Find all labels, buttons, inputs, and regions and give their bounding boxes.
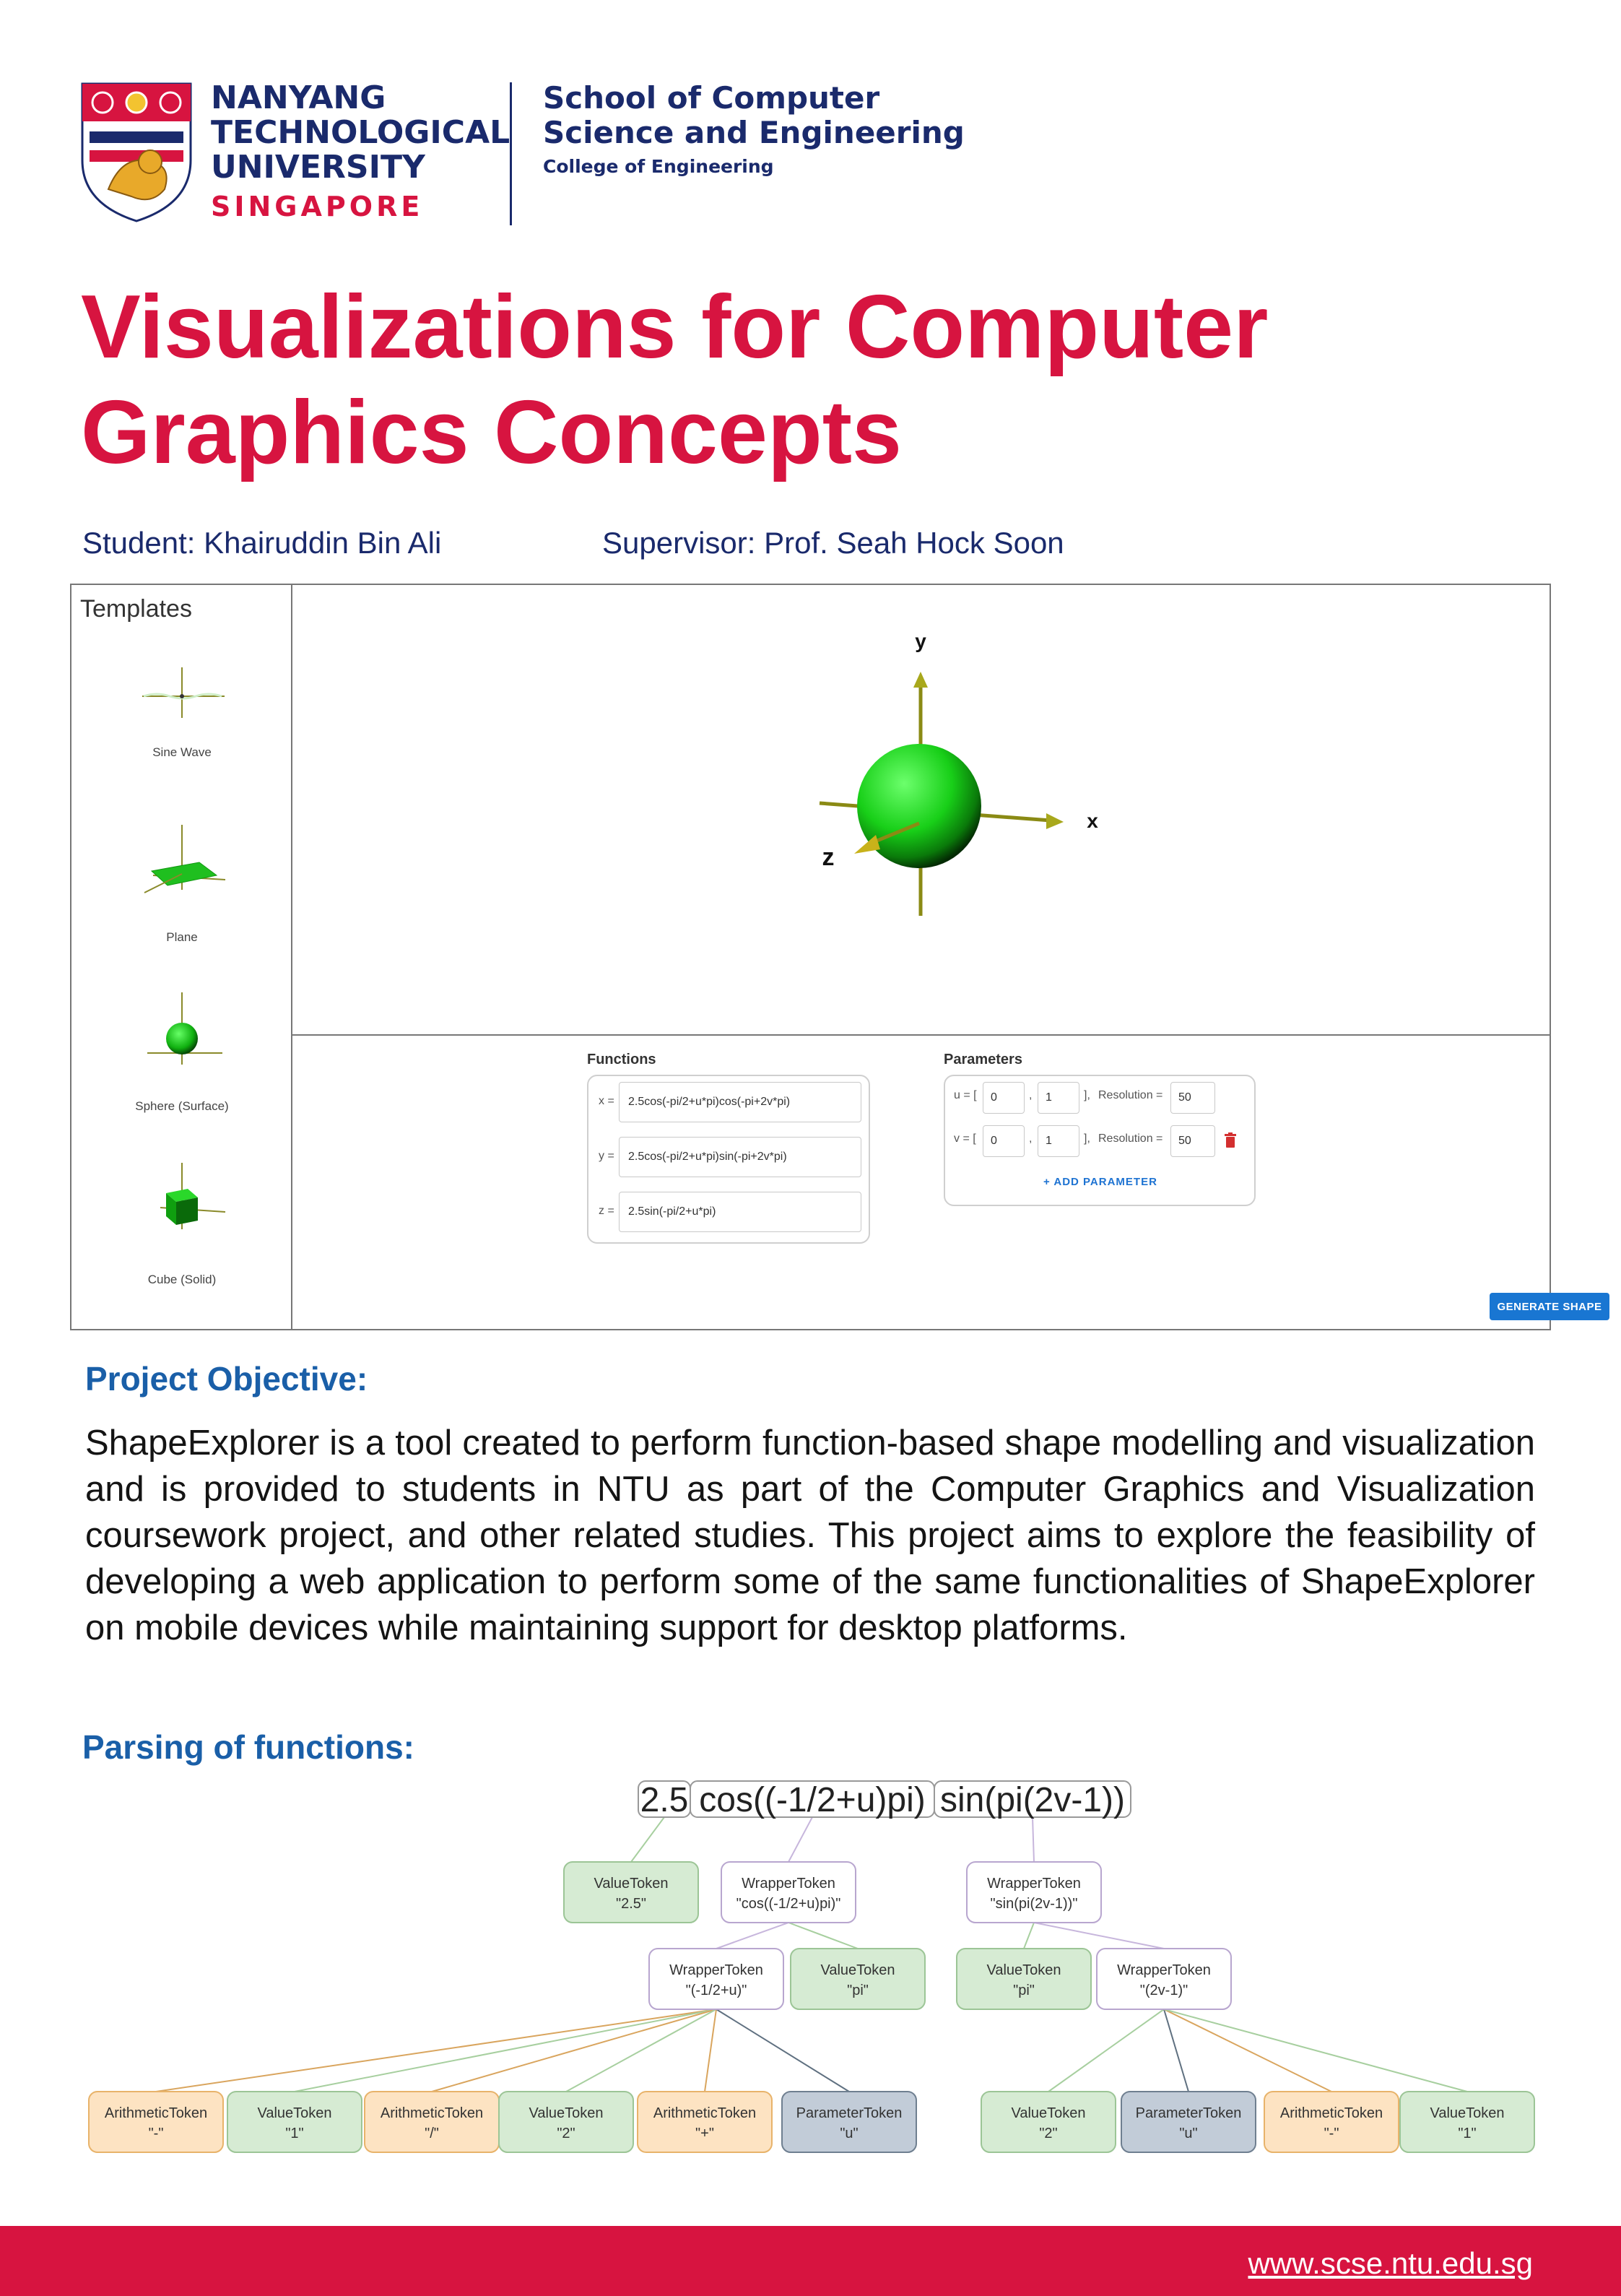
token-node xyxy=(1400,2092,1534,2152)
template-sphere[interactable] xyxy=(71,987,292,1124)
param-comma: , xyxy=(1029,1089,1033,1101)
token-node xyxy=(721,1862,856,1923)
parse-tree-diagram xyxy=(0,1762,1621,2167)
template-label: Sphere (Surface) xyxy=(135,1099,229,1113)
token-type: ArithmeticToken xyxy=(380,2105,484,2121)
parameters-title: Parameters xyxy=(944,1052,1022,1067)
template-label: Cube (Solid) xyxy=(147,1273,217,1286)
objective-heading: Project Objective: xyxy=(85,1360,368,1398)
tree-edge xyxy=(1034,1923,1164,1949)
expression-segment: cos((-1/2+u)pi) xyxy=(699,1781,926,1819)
app-screenshot xyxy=(70,584,1602,1330)
token-node xyxy=(499,2092,633,2152)
token-value: "sin(pi(2v-1))" xyxy=(990,1896,1078,1912)
tree-edge xyxy=(156,2009,716,2092)
token-node xyxy=(649,1949,783,2009)
tree-edge xyxy=(1033,1817,1034,1862)
token-value: "u" xyxy=(1179,2126,1198,2141)
token-node xyxy=(365,2092,499,2152)
university-country: SINGAPORE xyxy=(211,191,424,222)
poster-title xyxy=(81,274,1453,485)
functions-title: Functions xyxy=(587,1052,656,1067)
token-value: "u" xyxy=(840,2126,859,2141)
x-axis-label: x xyxy=(1087,810,1098,832)
token-type: ValueToken xyxy=(257,2105,332,2121)
token-type: ArithmeticToken xyxy=(104,2105,208,2121)
token-type: ArithmeticToken xyxy=(1279,2105,1383,2121)
function-x-input[interactable]: 2.5cos(-pi/2+u*pi)cos(-pi+2v*pi) xyxy=(619,1082,861,1122)
title-line-1: Visualizations for Computer xyxy=(81,277,1269,377)
expression-segment: 2.5 xyxy=(640,1781,689,1819)
sphere-render xyxy=(292,585,1550,1033)
parameters-card xyxy=(944,1075,1256,1206)
token-node xyxy=(89,2092,223,2152)
tree-edge xyxy=(566,2009,716,2092)
token-node xyxy=(791,1949,925,2009)
tree-edge xyxy=(716,2009,849,2092)
z-axis-label: z xyxy=(822,844,835,871)
token-value: "-" xyxy=(1324,2126,1339,2141)
token-value: "-" xyxy=(148,2126,164,2141)
footer-bar xyxy=(0,2226,1621,2296)
function-var-label: y = xyxy=(599,1150,614,1162)
token-value: "cos((-1/2+u)pi)" xyxy=(736,1896,841,1912)
param-close: ], xyxy=(1084,1132,1090,1145)
tree-edge xyxy=(432,2009,716,2092)
tree-edge xyxy=(1164,2009,1188,2092)
param-u-resolution-input[interactable]: 50 xyxy=(1170,1082,1215,1114)
token-type: WrapperToken xyxy=(742,1876,835,1892)
token-node xyxy=(1264,2092,1399,2152)
tree-edge xyxy=(1164,2009,1467,2092)
templates-title: Templates xyxy=(80,595,192,623)
college-name: College of Engineering xyxy=(543,156,774,177)
token-value: "/" xyxy=(425,2126,439,2141)
parsed-expression xyxy=(638,1781,1131,1819)
tree-edge xyxy=(716,1923,788,1949)
cube-thumbnail-icon xyxy=(131,1157,232,1244)
param-resolution-label: Resolution = xyxy=(1098,1089,1163,1101)
tree-edge xyxy=(1048,2009,1164,2092)
token-value: "1" xyxy=(285,2126,304,2141)
plane-thumbnail-icon xyxy=(131,818,232,904)
token-node xyxy=(1097,1949,1231,2009)
token-type: ValueToken xyxy=(529,2105,604,2121)
token-type: ParameterToken xyxy=(796,2105,903,2121)
param-comma: , xyxy=(1029,1132,1033,1145)
school-line-2: Science and Engineering xyxy=(543,115,965,150)
student-name: Student: Khairuddin Bin Ali xyxy=(82,526,442,560)
token-value: "+" xyxy=(695,2126,714,2141)
x-axis-arrow-icon xyxy=(1046,813,1064,829)
tree-edge xyxy=(788,1817,812,1862)
token-node xyxy=(564,1862,698,1923)
tree-edge xyxy=(1164,2009,1331,2092)
param-u-min-input[interactable]: 0 xyxy=(983,1082,1025,1114)
token-value: "2" xyxy=(557,2126,575,2141)
param-v-min-input[interactable]: 0 xyxy=(983,1125,1025,1157)
ntu-crest-logo xyxy=(79,81,194,224)
token-value: "1" xyxy=(1458,2126,1477,2141)
generate-shape-button[interactable]: GENERATE SHAPE xyxy=(1490,1293,1609,1320)
token-type: WrapperToken xyxy=(669,1962,763,1978)
university-name xyxy=(211,81,510,185)
token-type: ValueToken xyxy=(1430,2105,1505,2121)
university-line-3: UNIVERSITY xyxy=(211,149,425,186)
token-value: "pi" xyxy=(847,1983,869,1998)
function-var-label: x = xyxy=(599,1095,614,1107)
token-value: "(-1/2+u)" xyxy=(685,1983,747,1998)
parse-tree-nodes xyxy=(89,1862,1534,2152)
supervisor-name: Supervisor: Prof. Seah Hock Soon xyxy=(602,526,1064,560)
token-node xyxy=(957,1949,1091,2009)
website-link[interactable]: www.scse.ntu.edu.sg xyxy=(1248,2246,1533,2280)
function-var-label: z = xyxy=(599,1205,614,1217)
add-parameter-button[interactable]: + ADD PARAMETER xyxy=(1043,1176,1157,1188)
tree-edge xyxy=(631,1817,664,1862)
template-plane[interactable] xyxy=(71,818,292,955)
token-type: ValueToken xyxy=(820,1962,895,1978)
token-value: "pi" xyxy=(1013,1983,1035,1998)
token-type: WrapperToken xyxy=(1117,1962,1211,1978)
editor-area xyxy=(292,1036,1602,1329)
sphere-thumbnail-icon xyxy=(131,987,232,1073)
school-name xyxy=(543,81,965,150)
function-y-input[interactable]: 2.5cos(-pi/2+u*pi)sin(-pi+2v*pi) xyxy=(619,1137,861,1177)
token-node xyxy=(782,2092,916,2152)
token-type: ParameterToken xyxy=(1135,2105,1242,2121)
param-u-max-input[interactable]: 1 xyxy=(1038,1082,1079,1114)
y-axis-label: y xyxy=(915,630,926,652)
token-type: ArithmeticToken xyxy=(653,2105,757,2121)
token-node xyxy=(1121,2092,1256,2152)
tree-edge xyxy=(1024,1923,1034,1949)
header-divider xyxy=(510,82,512,225)
template-sine-wave[interactable] xyxy=(71,664,292,766)
university-line-1: NANYANG xyxy=(211,79,386,116)
token-type: ValueToken xyxy=(986,1962,1061,1978)
token-node xyxy=(981,2092,1116,2152)
parsing-heading: Parsing of functions: xyxy=(82,1728,414,1766)
template-cube[interactable] xyxy=(71,1157,292,1294)
templates-panel xyxy=(71,585,292,1329)
param-prefix: v = [ xyxy=(954,1132,976,1145)
token-node xyxy=(227,2092,362,2152)
template-label: Sine Wave xyxy=(152,745,212,759)
university-line-2: TECHNOLOGICAL xyxy=(211,114,510,151)
param-v-max-input[interactable]: 1 xyxy=(1038,1125,1079,1157)
delete-parameter-trash-icon[interactable] xyxy=(1224,1132,1237,1148)
objective-text: ShapeExplorer is a tool created to perform function-based shape modelling and visualization and is provided to students in NTU as part of the Computer Graphics and Visualization coursework project, and other related studies. This project aims to explore the feasibility of developing a web application to perform some of the same functionalities of ShapeExplorer on mobile devices while maintaining support for desktop platforms. xyxy=(85,1424,1535,1647)
3d-viewport[interactable] xyxy=(292,585,1550,1036)
y-axis-arrow-icon xyxy=(913,672,928,688)
token-type: ValueToken xyxy=(1011,2105,1086,2121)
param-resolution-label: Resolution = xyxy=(1098,1132,1163,1145)
token-node xyxy=(638,2092,772,2152)
template-label: Plane xyxy=(166,930,198,944)
param-prefix: u = [ xyxy=(954,1089,977,1101)
title-line-2: Graphics Concepts xyxy=(81,383,902,482)
token-value: "2.5" xyxy=(615,1896,647,1912)
param-v-resolution-input[interactable]: 50 xyxy=(1170,1125,1215,1157)
tree-edge xyxy=(295,2009,716,2092)
token-value: "(2v-1)" xyxy=(1139,1983,1188,1998)
token-node xyxy=(967,1862,1101,1923)
function-z-input[interactable]: 2.5sin(-pi/2+u*pi) xyxy=(619,1192,861,1232)
token-type: WrapperToken xyxy=(987,1876,1081,1892)
param-close: ], xyxy=(1084,1089,1090,1101)
school-line-1: School of Computer xyxy=(543,80,880,116)
tree-edge xyxy=(788,1923,858,1949)
token-type: ValueToken xyxy=(594,1876,669,1892)
tree-edge xyxy=(705,2009,716,2092)
sine-wave-thumbnail-icon xyxy=(135,664,229,722)
functions-card xyxy=(587,1075,870,1244)
token-value: "2" xyxy=(1039,2126,1058,2141)
expression-segment: sin(pi(2v-1)) xyxy=(939,1781,1126,1819)
